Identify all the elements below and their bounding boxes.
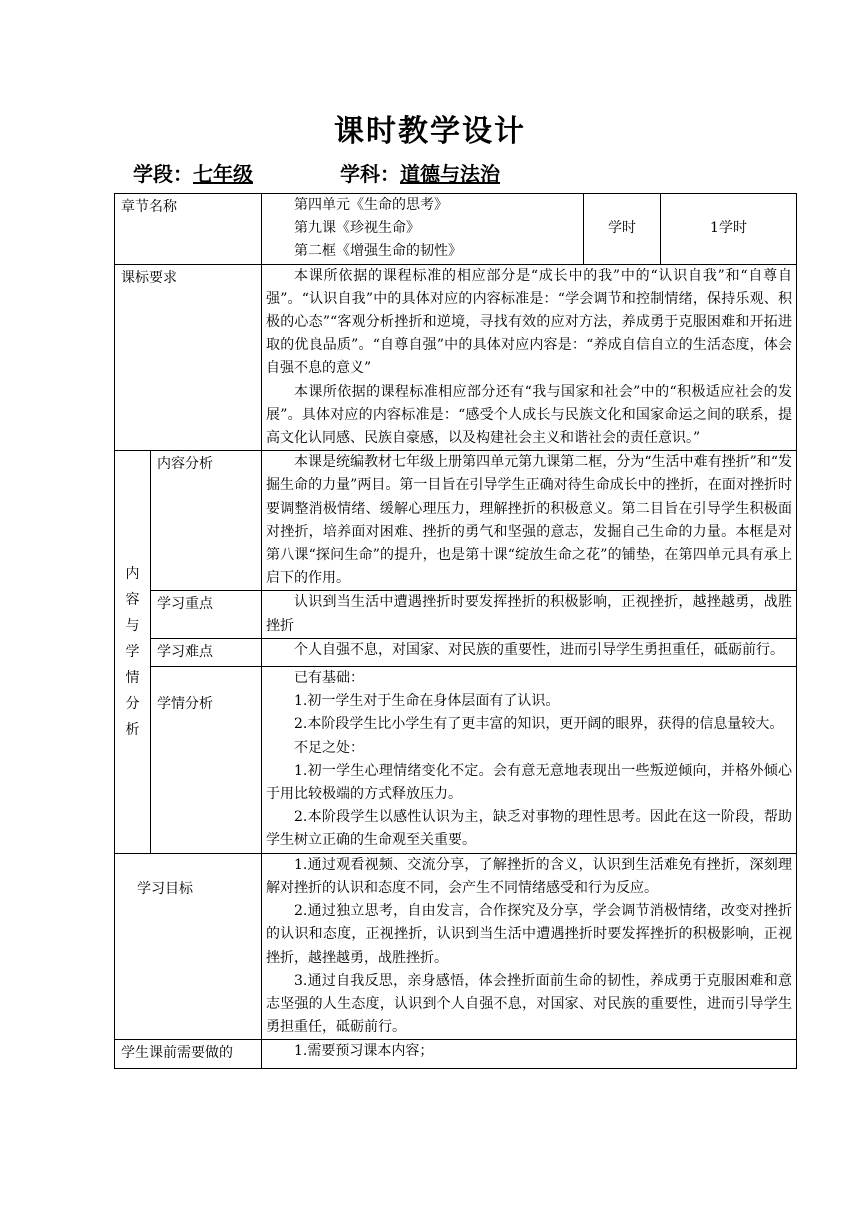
prep-label: 学生课前需要做的 (115, 1040, 262, 1068)
learner-paragraph: 1.初一学生心理情绪变化不定。会有意无意地表现出一些叛逆倾向，并格外倾心于用比较极端的方式释放压力。 (266, 762, 792, 803)
objectives-row (115, 853, 797, 1040)
content-analysis-label: 内容分析 (151, 451, 262, 591)
objective-paragraph: 2.通过独立思考，自由发言，合作探究及分享，学会调节消极情绪，改变对挫折的认识和态度，正视挫折，认识到当生活中遭遇挫折时要发挥挫折的积极影响，正视挫折，越挫越勇，战胜挫折。 (266, 903, 792, 966)
subject-value: 道德与法治 (400, 162, 500, 186)
difficulty-row (115, 638, 797, 666)
focus-row (115, 591, 797, 638)
subject-field (340, 158, 500, 187)
stage-value: 七年级 (193, 162, 253, 186)
standards-paragraph: 本课所依据的课程标准的相应部分是“成长中的我”中的“认识自我”和“自尊自强”。“认识自我”中的具体对应的内容标准是：“学会调节和控制情绪，保持乐观、积极的心态”“客观分析挫折和逆境，寻找有效的应对方法，养成勇于克服困难和开拓进取的优良品质”。“自尊自强”中的具体对应内容是：“养成自信自立的生活态度，体会自强不息的意义” (266, 267, 792, 377)
objective-paragraph: 3.通过自我反思，亲身感悟，体会挫折面前生命的韧性，养成勇于克服困难和意志坚强的人生态度，认识到个人自强不息，对国家、对民族的重要性，进而引导学生勇担重任，砥砺前行。 (266, 972, 792, 1036)
learner-text (262, 667, 797, 854)
stage-label: 学段： (133, 162, 193, 186)
lesson-design-table (114, 193, 797, 1069)
learner-paragraph: 1.初一学生对于生命在身体层面有了认识。 (294, 693, 560, 710)
subject-label: 学科： (340, 162, 400, 186)
standards-paragraph: 本课所依据的课程标准相应部分还有“我与国家和社会”中的“积极适应社会的发展”。具体对应的内容标准是：“感受个人成长与民族文化和国家命运之间的联系，提高文化认同感、民族自豪感，以及构建社会主义和谐社会的责任意识。” (266, 383, 792, 447)
learner-paragraph: 已有基础： (294, 670, 364, 687)
focus-label: 学习重点 (151, 591, 262, 638)
prep-text: 1.需要预习课本内容； (262, 1040, 797, 1068)
chapter-line: 第九课《珍视生命》 (294, 220, 420, 237)
objectives-text (262, 853, 797, 1040)
objectives-label: 学习目标 (115, 853, 262, 1040)
focus-text: 认识到当生活中遭遇挫折时要发挥挫折的积极影响，正视挫折，越挫越勇，战胜挫折 (262, 591, 797, 638)
page-title: 课时教学设计 (334, 114, 526, 149)
chapter-line: 第四单元《生命的思考》 (294, 197, 448, 213)
chapter-content (262, 194, 584, 265)
learner-row (115, 667, 797, 854)
chapter-row (115, 194, 797, 265)
standards-content (262, 264, 797, 451)
hours-value: 1学时 (661, 194, 797, 265)
analysis-group-label: 内 容 与 学 情 分 析 (115, 451, 151, 853)
standards-label: 课标要求 (115, 264, 262, 451)
chapter-label: 章节名称 (115, 194, 262, 265)
difficulty-label: 学习难点 (151, 638, 262, 666)
hours-label: 学时 (584, 194, 661, 265)
content-analysis-row (115, 451, 797, 591)
learner-paragraph: 不足之处： (294, 739, 364, 756)
chapter-line: 第二框《增强生命的韧性》 (294, 243, 462, 260)
learner-label: 学情分析 (151, 667, 262, 854)
standards-row (115, 264, 797, 451)
learner-paragraph: 2.本阶段学生以感性认识为主，缺乏对事物的理性思考。因此在这一阶段，帮助学生树立正确的生命观至关重要。 (266, 809, 792, 849)
learner-paragraph: 2.本阶段学生比小学生有了更丰富的知识，更开阔的眼界，获得的信息量较大。 (294, 716, 784, 733)
stage-field (133, 158, 253, 187)
objective-paragraph: 1.通过观看视频、交流分享，了解挫折的含义，认识到生活难免有挫折，深刻理解对挫折的认识和态度不同，会产生不同情绪感受和行为反应。 (266, 856, 792, 896)
content-analysis-text: 本课是统编教材七年级上册第四单元第九课第二框，分为“生活中难有挫折”和“发掘生命的力量”两目。第一目旨在引导学生正确对待生命成长中的挫折，在面对挫折时要调整消极情绪、缓解心理压力，理解挫折的积极意义。第二目旨在引导学生积极面对挫折，培养面对困难、挫折的勇气和坚强的意志，发掘自己生命的力量。本框是对第八课“探问生命”的提升，也是第十课“绽放生命之花”的铺垫，在第四单元具有承上启下的作用。 (262, 451, 797, 591)
difficulty-text: 个人自强不息，对国家、对民族的重要性，进而引导学生勇担重任，砥砺前行。 (262, 638, 797, 666)
prep-row (115, 1040, 797, 1068)
